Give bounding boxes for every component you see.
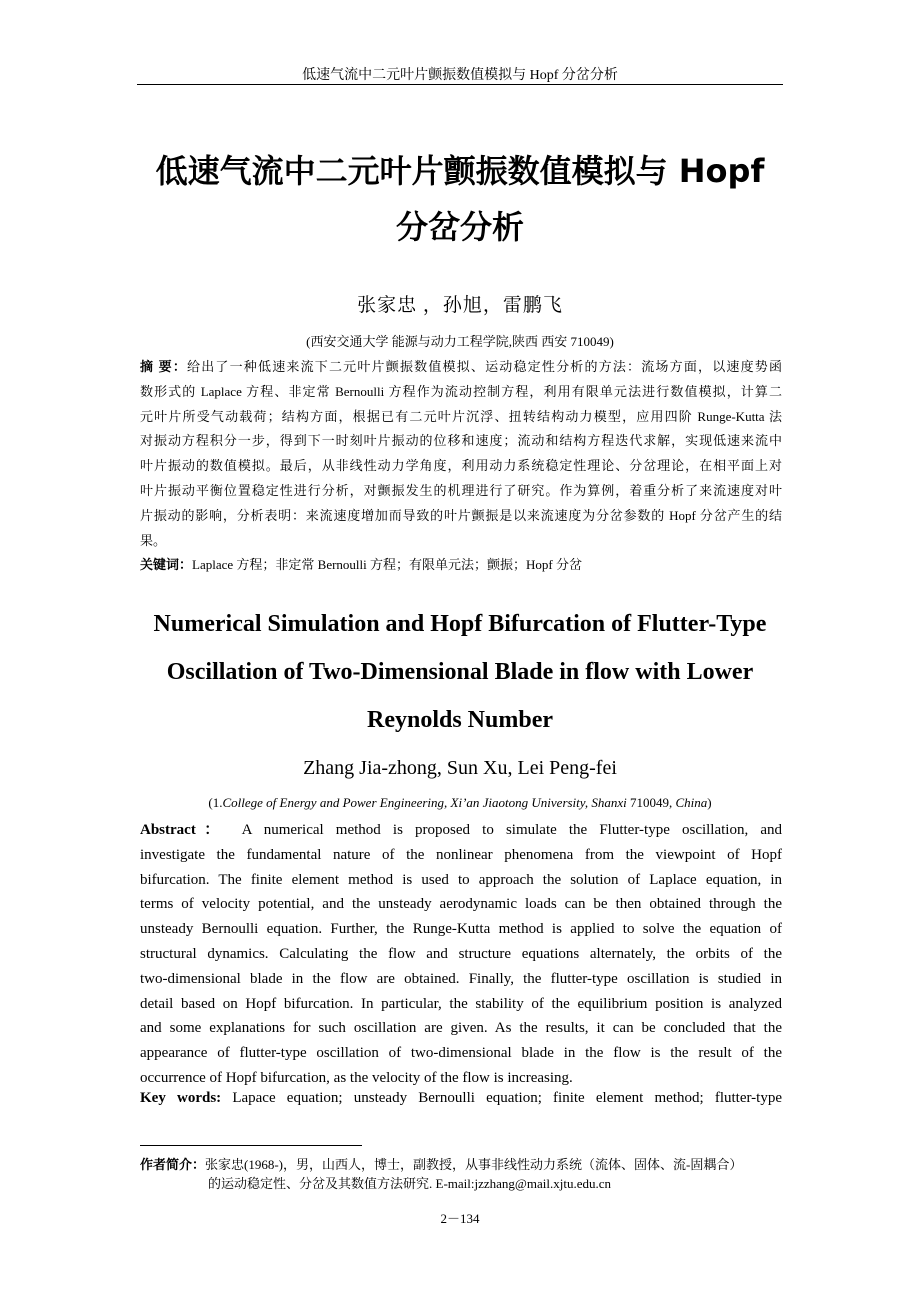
page-number: 2－134 (440, 1211, 480, 1226)
english-abstract-line: terms of velocity potential, and the unsteady aerodynamic loads can be then obtained through the (140, 896, 782, 913)
english-title-line-2: Oscillation of Two-Dimensional Blade in flow with Lower (166, 659, 754, 685)
footnote-line-1 (140, 1155, 790, 1174)
english-abstract-line: two-dimensional blade in the flow are obtained. Finally, the flutter-type oscillation is studied in (140, 970, 782, 987)
english-keywords (140, 1090, 782, 1107)
author-footnote (140, 1155, 790, 1193)
english-abstract-line: investigate the fundamental nature of the nonlinear phenomena from the viewpoint of Hopf (140, 846, 782, 863)
english-abstract-line: bifurcation. The finite element method is used to approach the solution of Laplace equation, in (140, 871, 782, 888)
english-keywords-text: Lapace equation; unsteady Bernoulli equation; finite element method; flutter-type (232, 1090, 782, 1106)
chinese-keywords-text: Laplace 方程；非定常 Bernoulli 方程；有限单元法；颤振；Hopf 分岔 (192, 557, 582, 572)
footnote-line-2: 的运动稳定性、分岔及其数值方法研究. E-mail:jzzhang@mail.xjtu.edu.cn (208, 1176, 612, 1191)
english-title-line-1: Numerical Simulation and Hopf Bifurcation of Flutter-Type (153, 611, 767, 637)
chinese-abstract-line: 数形式的 Laplace 方程、非定常 Bernoulli 方程作为流动控制方程，利用有限单元法进行数值模拟，计算二 (140, 383, 782, 399)
chinese-keywords-label: 关键词： (140, 557, 193, 572)
footnote-text-1: 张家忠(1968-)，男，山西人，博士，副教授，从事非线性动力系统（流体、固体、流-固耦合） (205, 1157, 743, 1172)
english-abstract-text: A numerical method is proposed to simulate the Flutter-type oscillation, and (241, 822, 782, 838)
english-abstract-line (140, 818, 782, 843)
chinese-authors: 张家忠 ，孙旭，雷鹏飞 (357, 295, 563, 316)
english-affiliation-country: China (675, 795, 708, 810)
chinese-title-line-2: 分岔分析 (395, 208, 524, 246)
english-affiliation-institution: College of Energy and Power Engineering, Xi’an Jiaotong University, Shanxi (222, 795, 627, 810)
chinese-abstract-label: 摘 要： (140, 359, 188, 374)
chinese-abstract-line: 果。 (140, 532, 167, 548)
running-header: 低速气流中二元叶片颤振数值模拟与 Hopf 分岔分析 (302, 68, 618, 83)
english-abstract-line: detail based on Hopf bifurcation. In particular, the stability of the equilibrium position is analyzed (140, 995, 782, 1012)
english-affiliation (100, 795, 820, 811)
chinese-abstract-line: 元叶片所受气动载荷；结构方面，根据已有二元叶片沉浮、扭转结构动力模型，应用四阶 Runge-Kutta 法 (140, 408, 782, 424)
english-abstract-label: Abstract： (140, 822, 228, 838)
english-abstract-line: structural dynamics. Calculating the flow and structure equations alternately, the orbits of the (140, 945, 782, 962)
english-abstract-line: unsteady Bernoulli equation. Further, the Runge-Kutta method is applied to solve the equation of (140, 921, 782, 938)
english-title (100, 600, 820, 744)
footnote-label: 作者简介： (140, 1157, 206, 1172)
chinese-abstract (140, 355, 782, 553)
chinese-keywords (140, 554, 782, 573)
english-title-line-3: Reynolds Number (366, 707, 553, 733)
english-abstract-line: occurrence of Hopf bifurcation, as the velocity of the flow is increasing. (140, 1069, 573, 1086)
english-affiliation-prefix: (1. (208, 795, 223, 810)
header-rule (137, 84, 783, 85)
chinese-abstract-line (140, 355, 782, 380)
english-affiliation-zip: 710049, (626, 795, 676, 810)
chinese-abstract-text: 给出了一种低速来流下二元叶片颤振数值模拟、运动稳定性分析的方法：流场方面，以速度势函 (187, 359, 782, 374)
chinese-abstract-line: 叶片振动的数值模拟。最后，从非线性动力学角度，利用动力系统稳定性理论、分岔理论，在相平面上对 (140, 458, 782, 474)
english-abstract-line: and some explanations for such oscillation are given. As the results, it can be concluded that the (140, 1020, 782, 1037)
chinese-abstract-line: 对振动方程积分一步，得到下一时刻叶片振动的位移和速度；流动和结构方程迭代求解，实现低速来流中 (140, 433, 782, 449)
chinese-abstract-line: 片振动的影响，分析表明：来流速度增加而导致的叶片颤振是以来流速度为分岔参数的 Hopf 分岔产生的结 (140, 507, 782, 523)
chinese-affiliation: (西安交通大学 能源与动力工程学院,陕西 西安 710049) (306, 334, 614, 349)
footnote-rule (140, 1145, 362, 1146)
chinese-title-line-1: 低速气流中二元叶片颤振数值模拟与 Hopf (155, 152, 765, 190)
english-affiliation-suffix: ) (707, 795, 712, 810)
chinese-abstract-line: 叶片振动平衡位置稳定性进行分析，对颤振发生的机理进行了研究。作为算例，着重分析了来流速度对叶 (140, 482, 782, 498)
chinese-title (100, 143, 820, 255)
english-abstract-line: appearance of flutter-type oscillation of two-dimensional blade in the flow is the result of the (140, 1045, 782, 1062)
english-keywords-label: Key words: (140, 1090, 222, 1106)
english-authors: Zhang Jia-zhong, Sun Xu, Lei Peng-fei (303, 757, 617, 779)
english-abstract (140, 818, 782, 1091)
